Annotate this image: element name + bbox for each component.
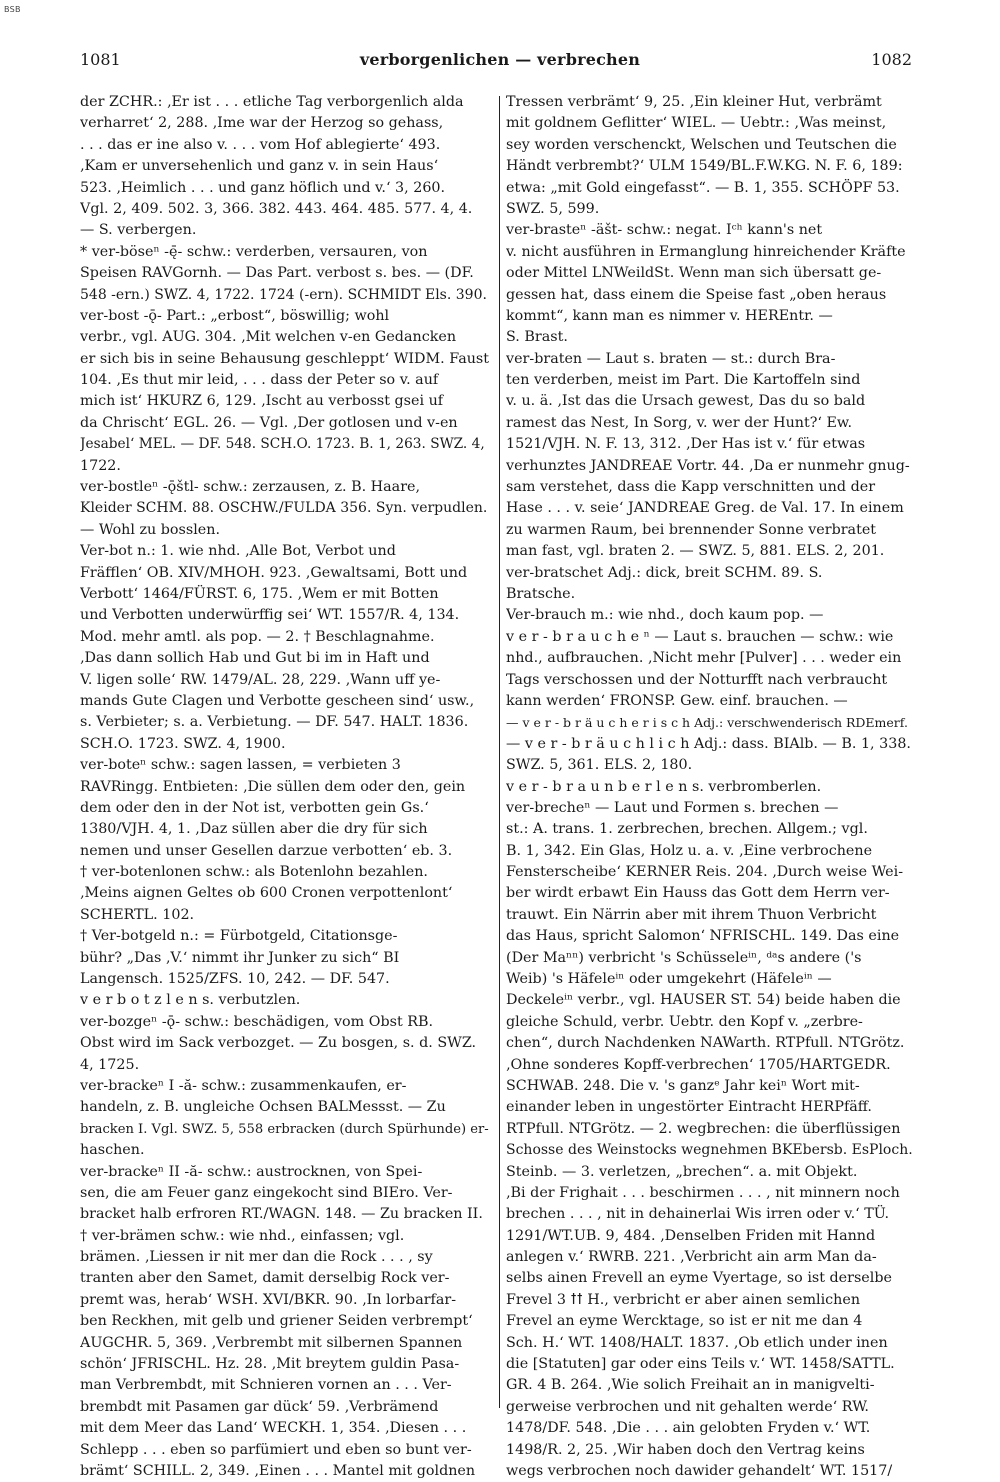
text-line: Tags verschossen und der Notturfft nach verbraucht [506, 671, 888, 688]
text-line: trauwt. Ein Närrin aber mit ihrem Thuon Verbricht [506, 906, 877, 923]
text-line: das Haus, spricht Salomon‘ NFRISCHL. 149. Das eine [506, 928, 900, 945]
library-stamp: BSB [4, 5, 21, 14]
text-line: 1478/DF. 548. ‚Die . . . ain gelobten Fryden v.‘ WT. [506, 1420, 871, 1437]
text-line: 1521/VJH. N. F. 13, 312. ‚Der Has ist v.‘ für etwas [506, 436, 866, 453]
text-line: 548 -ern.) SWZ. 4, 1722. 1724 (-ern). SCHMIDT Els. 390. [80, 286, 487, 303]
text-line: anlegen v.‘ RWRB. 221. ‚Verbricht ain arm Man da- [506, 1249, 877, 1266]
text-line: Händt verbrembt?‘ ULM 1549/BL.F.W.KG. N. F. 6, 189: [506, 158, 903, 175]
text-line: mit dem Meer das Land‘ WECKH. 1, 354. ‚Diesen . . . [80, 1420, 467, 1437]
text-line: brechen . . . , nit in dehainerlai Wis irren oder v.‘ TÜ. [506, 1206, 890, 1223]
text-line: brämt‘ SCHILL. 2, 349. ‚Einen . . . Mantel mit goldnen [80, 1463, 476, 1479]
text-line: SCHERTL. 102. [80, 906, 195, 923]
text-line: oder Mittel LNWeildSt. Wenn man sich übersatt ge- [506, 265, 882, 282]
text-line: mands Gute Clagen und Verbotte gescheen sind‘ usw., [80, 692, 475, 709]
text-line: 1722. [80, 457, 121, 474]
text-line: man fast, vgl. braten 2. — SWZ. 5, 881. ELS. 2, 201. [506, 543, 885, 560]
text-line: Frevel an eyme Wercktage, so ist er nit me dan 4 [506, 1313, 863, 1330]
text-line: — v e r - b r ä u c h e r i s c h Adj.: verschwenderisch RDEmerf. [506, 715, 908, 731]
text-line: Ver-brauch m.: wie nhd., doch kaum pop. — [506, 607, 824, 624]
text-line: v. nicht ausführen in Ermanglung hinreichender Kräfte [506, 243, 906, 260]
text-line: st.: A. trans. 1. zerbrechen, brechen. Allgem.; vgl. [506, 821, 868, 838]
text-line: ver-bozgeⁿ -ǭ- schw.: beschädigen, vom Obst RB. [80, 1013, 434, 1030]
text-line: man Verbrembdt, mit Schnieren vornen an . . . Ver- [80, 1377, 452, 1394]
text-line: gerweise verbrochen und nit gehalten werde‘ RW. [506, 1398, 869, 1415]
text-line: 1380/VJH. 4, 1. ‚Daz süllen aber die dry für sich [80, 821, 428, 838]
text-line: Vgl. 2, 409. 502. 3, 366. 382. 443. 464. 485. 577. 4, 4. [80, 200, 473, 217]
text-line: ver-bostleⁿ -ǭštl- schw.: zerzausen, z. B. Haare, [80, 479, 421, 496]
text-line: haschen. [80, 1142, 145, 1159]
text-line: SWZ. 5, 599. [506, 200, 600, 217]
text-line: ben Reckhen, mit gelb und griener Seiden verbrempt‘ [80, 1313, 473, 1330]
text-line: SWZ. 5, 361. ELS. 2, 180. [506, 757, 693, 774]
text-line: Verbott‘ 1464/FÜRST. 6, 175. ‚Wem er mit Botten [80, 585, 439, 602]
text-line: B. 1, 342. Ein Glas, Holz u. a. v. ‚Eine verbrochene [506, 842, 873, 859]
text-line: S. Brast. [506, 329, 568, 346]
right-column [506, 92, 914, 1482]
text-line: und Verbotten underwürffig sei‘ WT. 1557/R. 4, 134. [80, 607, 460, 624]
text-line: gleiche Schuld, verbr. Uebtr. den Kopf v. „zerbre- [506, 1013, 863, 1030]
text-line: — S. verbergen. [80, 222, 197, 239]
text-line: Sch. H.‘ WT. 1408/HALT. 1837. ‚Ob etlich under inen [506, 1334, 888, 1351]
text-line: ‚Das dann sollich Hab und Gut bi im in Haft und [80, 650, 430, 667]
text-line: nemen und unser Gesellen darzue verbotten‘ eb. 3. [80, 842, 453, 859]
text-line: bracken I. Vgl. SWZ. 5, 558 erbracken (durch Spürhunde) er- [80, 1121, 489, 1137]
text-line: — v e r - b r ä u c h l i c h Adj.: dass. BIAlb. — B. 1, 338. [506, 735, 911, 752]
text-line: Tressen verbrämt‘ 9, 25. ‚Ein kleiner Hut, verbrämt [506, 94, 882, 110]
text-line: schön‘ JFRISCHL. Hz. 28. ‚Mit breytem guldin Pasa- [80, 1356, 460, 1373]
text-line: mit goldnem Geflitter‘ WIEL. — Uebtr.: ‚Was meinst, [506, 115, 887, 132]
text-line: ver-bratschet Adj.: dick, breit SCHM. 89. S. [506, 564, 823, 581]
text-line: † ver-brämen schw.: wie nhd., einfassen; vgl. [80, 1227, 405, 1244]
text-line: sen, die am Feuer ganz eingekocht sind BIEro. Ver- [80, 1184, 453, 1201]
text-line: selbs ainen Frevell an eyme Vyertage, so ist derselbe [506, 1270, 892, 1287]
text-line: mich ist‘ HKURZ 6, 129. ‚Ischt au verbosst gsei uf [80, 393, 444, 410]
page-number-right: 1082 [871, 50, 912, 69]
text-line: gessen hat, dass einem die Speise fast „oben heraus [506, 286, 887, 303]
text-line: bühr? „Das ‚V.‘ nimmt ihr Junker zu sich“ BI [80, 949, 400, 966]
text-line: 104. ‚Es thut mir leid, . . . dass der Peter so v. auf [80, 372, 439, 389]
text-line: RAVRingg. Entbieten: ‚Die süllen dem oder den, gein [80, 778, 466, 795]
text-line: ‚Bi der Frighait . . . beschirmen . . . , nit minnern noch [506, 1184, 900, 1201]
text-line: Fräfflen‘ OB. XIV/MHOH. 923. ‚Gewaltsami, Bott und [80, 564, 468, 581]
text-line: Frevel 3 ꝉꝉ H., verbricht er aber ainen semlichen [506, 1291, 861, 1308]
text-line: Langensch. 1525/ZFS. 10, 242. — DF. 547. [80, 971, 390, 988]
text-line: Mod. mehr amtl. als pop. — 2. † Beschlagnahme. [80, 628, 435, 645]
text-line: (Der Maⁿⁿ) verbricht 's Schüsseleⁱⁿ, ᵈᵃs andere ('s [506, 949, 862, 966]
text-line: ver-boteⁿ schw.: sagen lassen, = verbieten 3 [80, 757, 401, 774]
text-line: Obst wird im Sack verbozget. — Zu bosgen, s. d. SWZ. [80, 1035, 477, 1052]
running-head [0, 50, 1000, 76]
text-line: da Chrischt‘ EGL. 26. — Vgl. ‚Der gotlosen und v-en [80, 414, 458, 431]
text-line: Ver-bot n.: 1. wie nhd. ‚Alle Bot, Verbot und [80, 543, 396, 560]
text-line: nhd., aufbrauchen. ‚Nicht mehr [Pulver] . . . weder ein [506, 650, 902, 667]
text-line: s. Verbieter; s. a. Verbietung. — DF. 547. HALT. 1836. [80, 714, 469, 731]
text-line: dem oder den in der Not ist, verbotten gein Gs.‘ [80, 799, 429, 816]
text-line: Bratsche. [506, 585, 576, 602]
text-line: verhunztes JANDREAE Vortr. 44. ‚Da er nunmehr gnug- [506, 457, 910, 474]
text-line: brembdt mit Pasamen gar dück‘ 59. ‚Verbrämend [80, 1398, 439, 1415]
text-line: ver-brasteⁿ -äšt- schw.: negat. Iᶜʰ kann's net [506, 222, 823, 239]
text-line: bracket halb erfroren RT./WAGN. 148. — Zu bracken II. [80, 1206, 483, 1223]
text-line: premt was, herab‘ WSH. XVI/BKR. 90. ‚In lorbarfar- [80, 1291, 457, 1308]
text-line: ber wirdt erbawt Ein Hauss das Gott dem Herrn ver- [506, 885, 890, 902]
text-line: ver-braten — Laut s. braten — st.: durch Bra- [506, 350, 836, 367]
text-line: † ver-botenlonen schw.: als Botenlohn bezahlen. [80, 864, 428, 881]
text-line: ‚Meins aignen Geltes ob 600 Cronen verpottenlont‘ [80, 885, 453, 902]
text-line: SCHWAB. 248. Die v. 's ganzᵉ Jahr keiⁿ Wort mit- [506, 1077, 860, 1094]
text-line: Deckeleⁱⁿ verbr., vgl. HAUSER ST. 54) beide haben die [506, 992, 901, 1009]
text-line: Speisen RAVGornh. — Das Part. verbost s. bes. — (DF. [80, 265, 474, 282]
text-line: GR. 4 B. 264. ‚Wie solich Freihait an in manigvelti- [506, 1377, 875, 1394]
text-line: sey worden verschenckt, Welschen und Teutschen die [506, 136, 897, 153]
text-line: 523. ‚Heimlich . . . und ganz höflich und v.‘ 3, 260. [80, 179, 446, 196]
text-line: kommt“, kann man es nimmer v. HEREntr. — [506, 307, 833, 324]
text-line: v e r - b r a u c h e ⁿ — Laut s. brauchen — schw.: wie [506, 628, 894, 645]
text-line: ‚Ohne sonderes Kopff-verbrechen‘ 1705/HARTGEDR. [506, 1056, 891, 1073]
text-line: wegs verbrochen noch dawider gehandelt‘ WT. 1517/ [506, 1463, 893, 1479]
left-column [80, 92, 492, 1482]
text-line: der ZCHR.: ‚Er ist . . . etliche Tag verborgenlich alda [80, 94, 464, 110]
text-line: — Wohl zu bosslen. [80, 521, 221, 538]
text-line: zu warmen Raum, bei brennender Sonne verbratet [506, 521, 877, 538]
text-line: Jesabel‘ MEL. — DF. 548. SCH.O. 1723. B. 1, 263. SWZ. 4, [80, 436, 485, 453]
text-line: die [Statuten] gar oder eins Teils v.‘ WT. 1458/SATTL. [506, 1356, 895, 1373]
text-line: er sich bis in seine Behausung geschleppt‘ WIDM. Faust [80, 350, 490, 367]
text-line: Kleider SCHM. 88. OSCHW./FULDA 356. Syn. verpudlen. [80, 500, 488, 517]
text-line: tranten aber den Samet, damit derselbig Rock ver- [80, 1270, 450, 1287]
text-line: ver-brackeⁿ II -ă- schw.: austrocknen, von Spei- [80, 1163, 423, 1180]
text-line: ‚Kam er unversehenlich und ganz v. in sein Haus‘ [80, 158, 439, 175]
text-line: 1498/R. 2, 25. ‚Wir haben doch den Vertrag keins [506, 1441, 865, 1458]
text-line: brämen. ‚Liessen ir nit mer dan die Rock . . . , sy [80, 1249, 433, 1266]
text-line: ten verderben, meist im Part. Die Kartoffeln sind [506, 372, 861, 389]
text-line: Steinb. — 3. verletzen, „brechen“. a. mit Objekt. [506, 1163, 858, 1180]
text-line: V. ligen solle‘ RW. 1479/AL. 28, 229. ‚Wann uff ye- [80, 671, 441, 688]
page-title: verborgenlichen — verbrechen [359, 50, 641, 69]
text-line: RTPfull. NTGrötz. — 2. wegbrechen: die überflüssigen [506, 1120, 901, 1137]
page-number-left: 1081 [80, 50, 121, 69]
text-line: einander leben in ungestörter Eintracht HERPfäff. [506, 1099, 872, 1116]
text-line: verharret‘ 2, 288. ‚Ime war der Herzog so gehass, [80, 115, 444, 132]
text-line: Weib) 's Häfeleⁱⁿ oder umgekehrt (Häfeleⁱⁿ — [506, 971, 832, 988]
text-line: 4, 1725. [80, 1056, 140, 1073]
text-line: AUGCHR. 5, 369. ‚Verbrembt mit silbernen Spannen [80, 1334, 463, 1351]
text-line: verbr., vgl. AUG. 304. ‚Mit welchen v-en Gedancken [80, 329, 457, 346]
text-line: etwa: „mit Gold eingefasst“. — B. 1, 355. SCHÖPF 53. [506, 179, 900, 196]
text-line: sam verstehet, dass die Kapp verschnitten und der [506, 479, 876, 496]
text-line: † Ver-botgeld n.: = Fürbotgeld, Citationsge- [80, 928, 398, 945]
text-line: * ver-böseⁿ -ę̄- schw.: verderben, versauren, von [80, 243, 428, 260]
text-line: Schosse des Weinstocks wegnehmen BKEbersb. EsPloch. [506, 1142, 913, 1159]
text-line: Hase . . . v. seie‘ JANDREAE Greg. de Val. 17. In einem [506, 500, 904, 517]
text-line: 1291/WT.UB. 9, 484. ‚Denselben Friden mit Hannd [506, 1227, 876, 1244]
text-line: Fensterscheibe‘ KERNER Reis. 204. ‚Durch weise Wei- [506, 864, 904, 881]
text-line: ver-bost -ǭ- Part.: „erbost“, böswillig; wohl [80, 307, 390, 324]
text-line: chen“, durch Nachdenken NAWarth. RTPfull. NTGrötz. [506, 1035, 905, 1052]
text-line: . . . das er ine also v. . . . vom Hof ablegierte‘ 493. [80, 136, 441, 153]
text-line: ramest das Nest, In Sorg, v. wer der Hunt?‘ Ew. [506, 414, 853, 431]
text-line: kann werden‘ FRONSP. Gew. einf. brauchen. — [506, 692, 848, 709]
text-line: v e r b o t z l e n s. verbutzlen. [80, 992, 301, 1009]
text-line: v. u. ä. ‚Ist das die Ursach gewest, Das du so bald [506, 393, 866, 410]
text-line: handeln, z. B. ungleiche Ochsen BALMessst. — Zu [80, 1099, 446, 1116]
text-line: Schlepp . . . eben so parfümiert und eben so bunt ver- [80, 1441, 472, 1458]
text-line: v e r - b r a u n b e r l e n s. verbromberlen. [506, 778, 822, 795]
text-line: ver-brecheⁿ — Laut und Formen s. brechen — [506, 799, 839, 816]
column-divider [499, 96, 500, 1408]
text-line: SCH.O. 1723. SWZ. 4, 1900. [80, 735, 286, 752]
text-line: ver-brackeⁿ I -ă- schw.: zusammenkaufen, er- [80, 1077, 407, 1094]
